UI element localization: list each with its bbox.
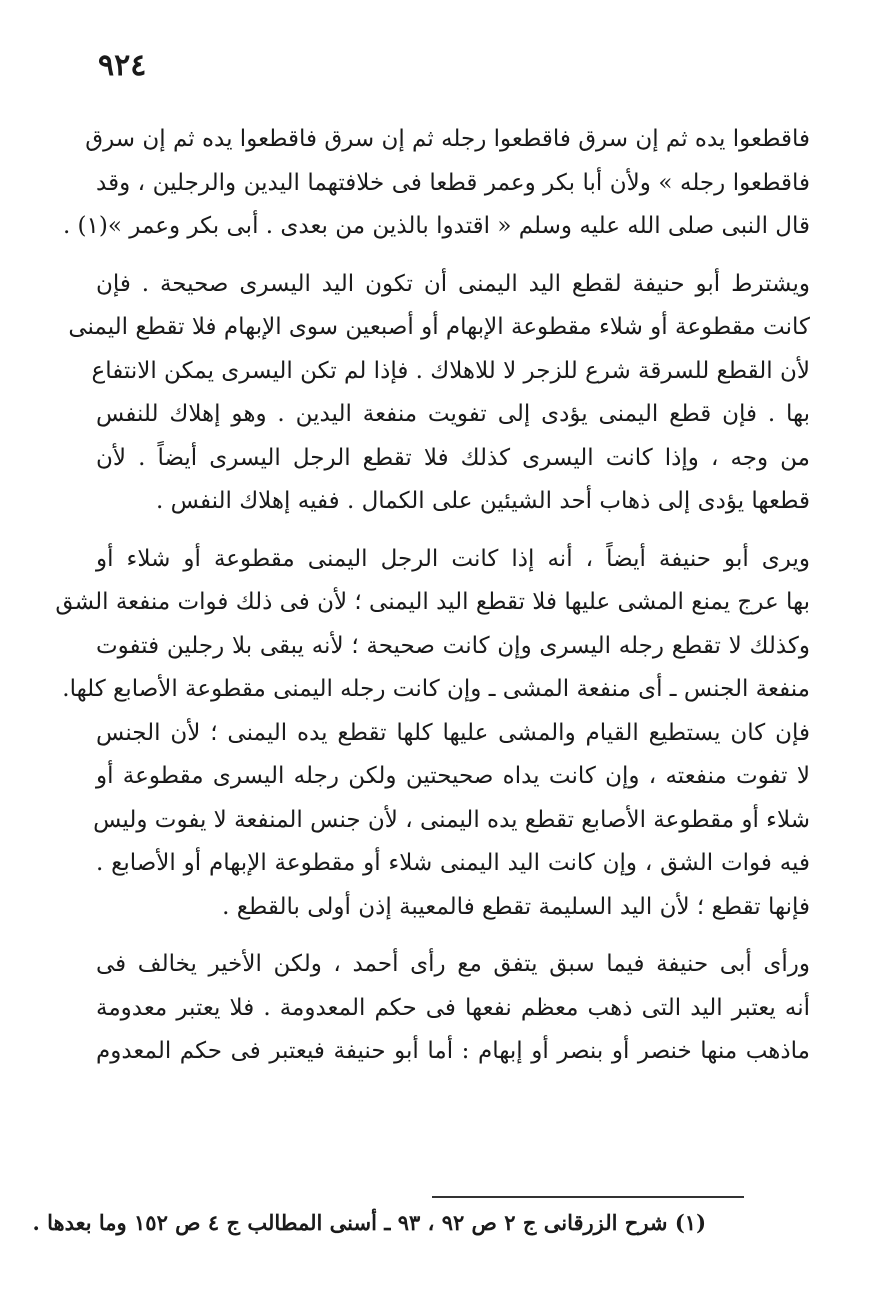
text-line: فيه فوات الشق ، وإن كانت اليد اليمنى شلاء أو مقطوعة الإبهام أو الأصابع . [96,850,810,876]
paragraph-2 [68,263,810,524]
text-line: منفعة الجنس ـ أى منفعة المشى ـ وإن كانت رجله اليمنى مقطوعة الأصابع كلها. [62,676,810,702]
text-line: أنه يعتبر اليد التى ذهب معظم نفعها فى حكم المعدومة . فلا يعتبر معدومة [96,994,810,1021]
paragraph-4 [96,943,810,1074]
text-line: وكذلك لا تقطع رجله اليسرى وإن كانت صحيحة ؛ لأنه يبقى بلا رجلين فتفوت [96,632,810,659]
text-line: فإن كان يستطيع القيام والمشى عليها كلها تقطع يده اليمنى ؛ لأن الجنس [96,719,810,746]
page-body [55,118,810,1088]
text-line: ماذهب منها خنصر أو بنصر أو إبهام : أما أبو حنيفة فيعتبر فى حكم المعدوم [96,1038,810,1064]
footnote: (١) شرح الزرقانى ج ٢ ص ٩٢ ، ٩٣ ـ أسنى المطالب ج ٤ ص ١٥٢ وما بعدها . [32,1210,706,1235]
page-number: ٩٢٤ [98,48,147,83]
text-line: لا تفوت منفعته ، وإن كانت يداه صحيحتين ولكن رجله اليسرى مقطوعة أو [96,763,810,789]
text-line: ويرى أبو حنيفة أيضاً ، أنه إذا كانت الرجل اليمنى مقطوعة أو شلاء أو [96,545,810,572]
text-line: لأن القطع للسرقة شرع للزجر لا للاهلاك . فإذا لم تكن اليسرى يمكن الانتفاع [91,357,810,384]
text-line: ورأى أبى حنيفة فيما سبق يتفق مع رأى أحمد ، ولكن الأخير يخالف فى [96,951,810,977]
text-line: فاقطعوا يده ثم إن سرق فاقطعوا رجله ثم إن سرق فاقطعوا يده ثم إن سرق [85,126,810,152]
text-line: قال النبى صلى الله عليه وسلم « اقتدوا بالذين من بعدى . أبى بكر وعمر »(١) . [62,213,810,239]
text-line: كانت مقطوعة أو شلاء مقطوعة الإبهام أو أصبعين سوى الإبهام فلا تقطع اليمنى [68,314,810,340]
paragraph-3 [55,538,810,930]
paragraph-1 [62,118,810,249]
text-line: من وجه ، وإذا كانت اليسرى كذلك فلا تقطع الرجل اليسرى أيضاً . لأن [96,444,810,471]
footnote-divider [432,1196,744,1198]
text-line: بها عرج يمنع المشى عليها فلا تقطع اليد اليمنى ؛ لأن فى ذلك فوات منفعة الشق [55,589,810,615]
text-line: بها . فإن قطع اليمنى يؤدى إلى تفويت منفعة اليدين . وهو إهلاك للنفس [96,401,810,427]
text-line: فإنها تقطع ؛ لأن اليد السليمة تقطع فالمعيبة إذن أولى بالقطع . [222,893,810,920]
text-line: شلاء أو مقطوعة الأصابع تقطع يده اليمنى ، لأن جنس المنفعة لا يفوت وليس [93,806,810,833]
text-line: فاقطعوا رجله » ولأن أبا بكر وعمر قطعا فى خلافتهما اليدين والرجلين ، وقد [96,169,810,196]
text-line: قطعها يؤدى إلى ذهاب أحد الشيئين على الكمال . ففيه إهلاك النفس . [156,488,810,514]
text-line: ويشترط أبو حنيفة لقطع اليد اليمنى أن تكون اليد اليسرى صحيحة . فإن [96,270,810,297]
